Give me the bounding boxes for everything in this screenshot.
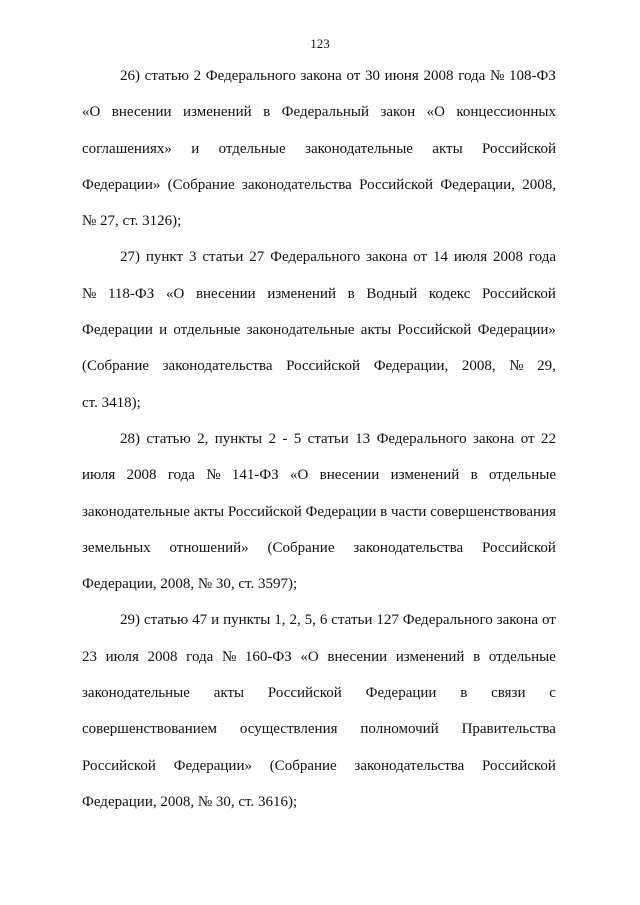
list-item-line: Российской Федерации» (Собрание законодательства Российской: [82, 757, 556, 774]
list-item-line: совершенствованием осуществления полномочий Правительства: [82, 721, 556, 738]
list-item: [82, 239, 556, 420]
list-item: [82, 58, 556, 239]
list-item: [82, 602, 556, 820]
document-body: [82, 58, 556, 820]
list-item-line: Федерации» (Собрание законодательства Российской Федерации, 2008,: [82, 176, 556, 193]
list-item-line: Федерации и отдельные законодательные акты Российской Федерации»: [82, 322, 556, 339]
list-item: [82, 421, 556, 602]
list-item-first-line: 27) пункт 3 статьи 27 Федерального закона от 14 июля 2008 года: [120, 249, 556, 266]
page-number: 123: [310, 36, 330, 51]
list-item-line: ст. 3418);: [82, 394, 141, 411]
list-item-line: 23 июля 2008 года № 160-ФЗ «О внесении изменений в отдельные: [82, 648, 556, 665]
list-item-line: «О внесении изменений в Федеральный закон «О концессионных: [82, 104, 556, 121]
list-item-line: (Собрание законодательства Российской Федерации, 2008, № 29,: [82, 358, 556, 375]
list-item-first-line: 28) статью 2, пункты 2 - 5 статьи 13 Федерального закона от 22: [120, 430, 556, 447]
list-item-line: Федерации, 2008, № 30, ст. 3616);: [82, 793, 298, 810]
list-item-line: № 118-ФЗ «О внесении изменений в Водный кодекс Российской: [82, 285, 556, 302]
list-item-line: соглашениях» и отдельные законодательные акты Российской: [82, 140, 556, 157]
list-item-line: № 27, ст. 3126);: [82, 213, 182, 230]
list-item-first-line: 29) статью 47 и пункты 1, 2, 5, 6 статьи 127 Федерального закона от: [120, 612, 556, 629]
list-item-first-line: 26) статью 2 Федерального закона от 30 июня 2008 года № 108-ФЗ: [120, 68, 556, 84]
list-item-line: земельных отношений» (Собрание законодательства Российской: [82, 539, 556, 556]
list-item-line: законодательные акты Российской Федерации в части совершенствования: [82, 503, 556, 520]
list-item-line: июля 2008 года № 141-ФЗ «О внесении изменений в отдельные: [82, 467, 556, 484]
list-item-line: законодательные акты Российской Федерации в связи с: [82, 685, 556, 702]
list-item-line: Федерации, 2008, № 30, ст. 3597);: [82, 576, 298, 593]
